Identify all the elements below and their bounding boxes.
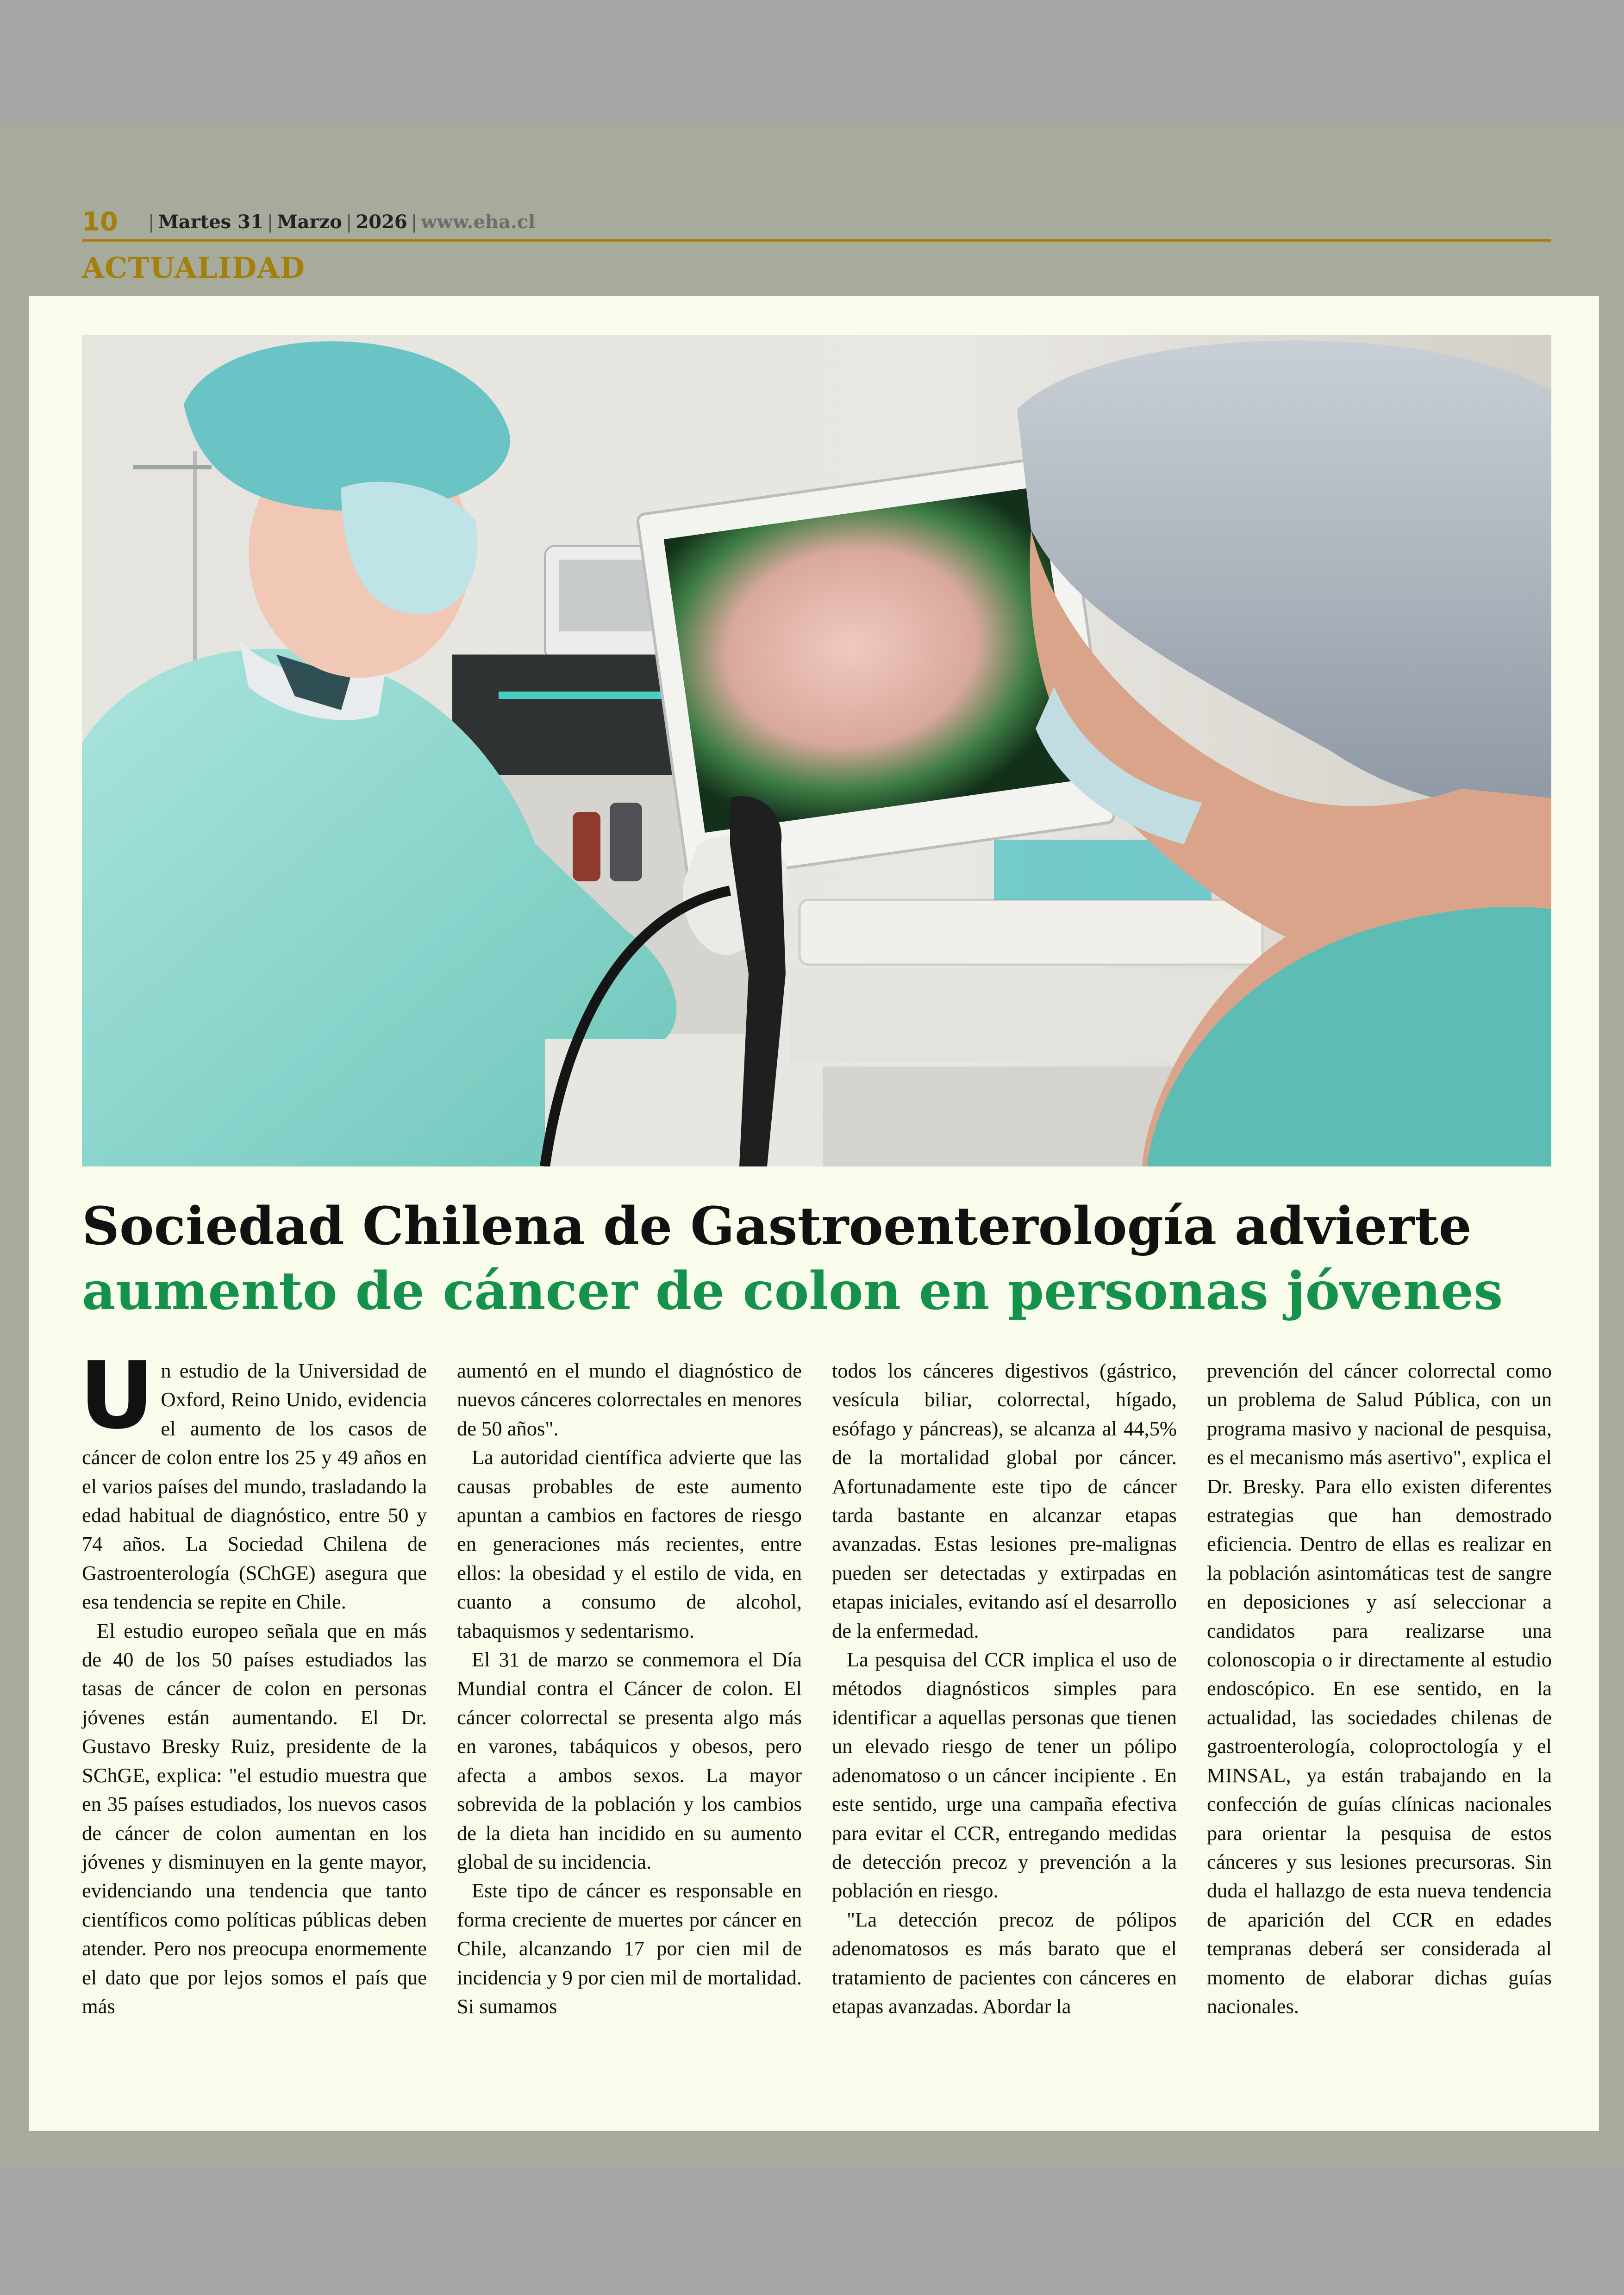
newspaper-page [0,125,1624,2166]
column-3 [832,1356,1177,2021]
column-2 [457,1356,802,2021]
endoscopy-procedure-photo [82,335,1551,1166]
paragraph: La pesquisa del CCR implica el uso de métodos diagnósticos simples para identificar a aquellas personas que tienen un elevado riesgo de tener un pólipo adenomatoso o un cáncer incipiente . En este sentido, urge una campaña efectiva para evitar el CCR, entregando medidas de detección precoz y prevención a la población en riesgo. [832,1648,1177,1902]
article-panel [29,296,1599,2131]
instrument-cart [800,900,1262,965]
paragraph: "La detección precoz de pólipos adenomatosos es más barato que el tratamiento de pacientes con cánceres en etapas avanzadas. Abordar la [832,1908,1177,2018]
paragraph: aumentó en el mundo el diagnóstico de nuevos cánceres colorrectales en menores de 50 años". [457,1359,802,1440]
column-4 [1207,1356,1552,2021]
issue-meta: | Martes 31 | Marzo | 2026 | www.eha.cl [148,211,536,233]
paragraph: todos los cánceres digestivos (gástrico, vesícula biliar, colorrectal, hígado, esófago y páncreas), se alcanza al 44,5% de la mortalidad global por cáncer. Afortunadamente este tipo de cáncer tarda bastante en alcanzar etapas avanzadas. Estas lesiones pre-malignas pueden ser detectadas y extirpadas en etapas iniciales, evitando así el desarrollo de la enfermedad. [832,1359,1177,1642]
paragraph: prevención del cáncer colorrectal como un problema de Salud Pública, con un programa masivo y nacional de pesquisa, es el mecanismo más asertivo", explica el Dr. Bresky. Para ello existen diferentes estrategias que han demostrado eficiencia. Dentro de ellas es realizar en la población asintomáticas test de sangre en deposiciones y así seleccionar a candidatos para realizarse una colonoscopia o ir directamente al estudio endoscópico. En ese sentido, en la actualidad, las sociedades chilenas de gastroenterología, coloproctología y el MINSAL, ya están trabajando en la confección de guías clínicas nacionales para orientar la pesquisa de estos cánceres y sus lesiones precursoras. Sin duda el hallazgo de esta nueva tendencia de aparición del CCR en edades tempranas deberá ser considerada al momento de elaborar dichas guías nacionales. [1207,1359,1552,2018]
section-label: ACTUALIDAD [82,251,306,285]
headline-line-2: aumento de cáncer de colon en personas jóvenes [82,1261,1503,1322]
headline-line-1: Sociedad Chilena de Gastroenterología advierte [82,1196,1472,1257]
issue-day: Martes 31 [158,211,263,233]
page-header [82,206,1551,257]
article-body [79,1342,1552,2097]
endoscope-view [664,486,1081,833]
website-link[interactable]: www.eha.cl [421,211,536,233]
issue-month: Marzo [277,211,342,233]
article-headline [82,1194,1587,1324]
issue-year: 2026 [356,211,407,233]
column-1 [79,1342,427,2021]
drop-cap: U [79,1342,155,1450]
page-number: 10 [82,207,118,237]
paragraph: El 31 de marzo se conmemora el Día Mundial contra el Cáncer de colon. El cáncer colorrectal se presenta algo más en varones, tabáquicos y obesos, pero afecta a ambos sexos. La mayor sobrevida de la población y los cambios de la dieta han incidido en su aumento global de su incidencia. [457,1648,802,1873]
header-rule [82,239,1551,242]
paragraph: La autoridad científica advierte que las causas probables de este aumento apuntan a cambios en factores de riesgo en generaciones más recientes, entre ellos: la obesidad y el estilo de vida, en cuanto a consumo de alcohol, tabaquismos y sedentarismo. [457,1446,802,1642]
paragraph: El estudio europeo señala que en más de 40 de los 50 países estudiados las tasas de cáncer de colon en personas jóvenes están aumentando. El Dr. Gustavo Bresky Ruiz, presidente de la SChGE, explica: "el estudio muestra que en 35 países estudiados, los nuevos casos de cáncer de colon aumentan en los jóvenes y disminuyen en la gente mayor, evidenciando una tendencia que tanto científicos como políticas públicas deben atender. Pero nos preocupa enormemente el dato que por lejos somos el país que más [82,1619,427,2018]
paragraph: n estudio de la Universidad de Oxford, Reino Unido, evidencia el aumento de los casos de cáncer de colon entre los 25 y 49 años en el varios países del mundo, trasladando la edad habitual de diagnóstico, entre 50 y 74 años. La Sociedad Chilena de Gastroenterología (SChGE) asegura que esa tendencia se repite en Chile. [82,1359,427,1614]
paragraph: Este tipo de cáncer es responsable en forma creciente de muertes por cáncer en Chile, alcanzando 17 por cien mil de incidencia y 9 por cien mil de mortalidad. Si sumamos [457,1879,802,2018]
